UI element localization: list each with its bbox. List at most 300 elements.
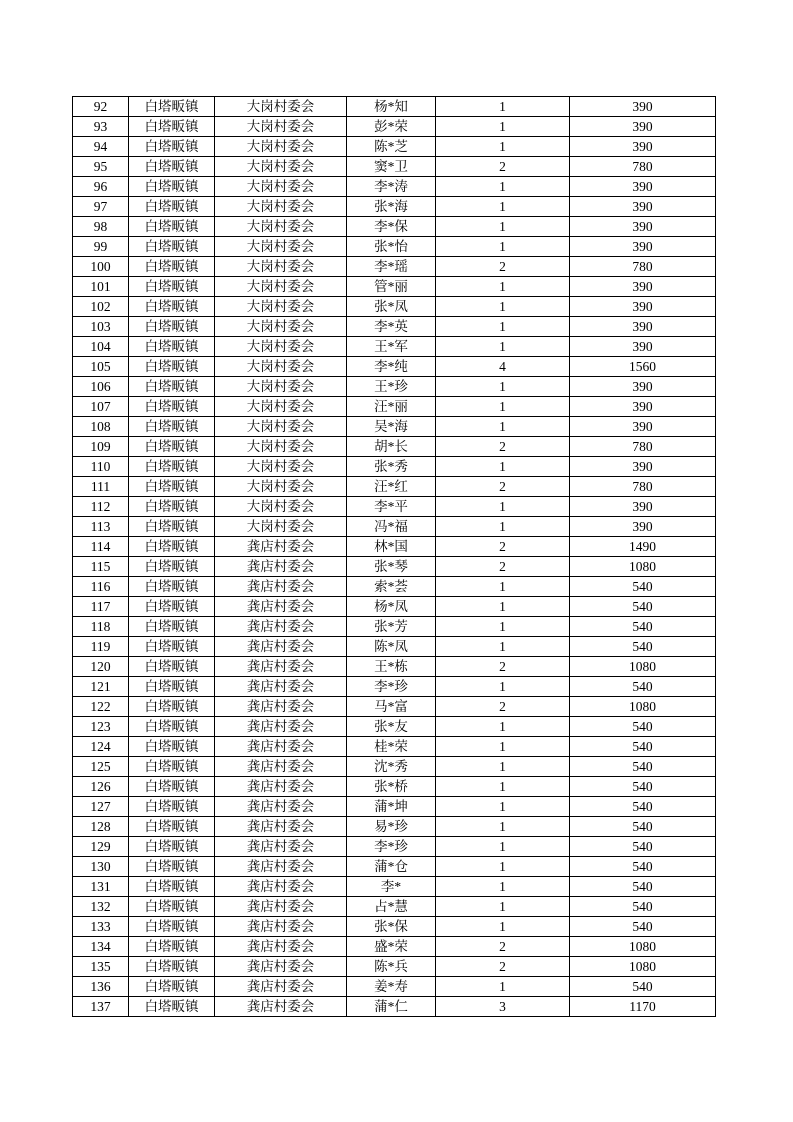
row-number-cell: 131 [73, 877, 129, 897]
town-cell: 白塔畈镇 [129, 657, 215, 677]
name-cell: 李*纯 [347, 357, 436, 377]
count-cell: 4 [436, 357, 570, 377]
count-cell: 1 [436, 637, 570, 657]
village-committee-cell: 龚店村委会 [215, 917, 347, 937]
village-committee-cell: 龚店村委会 [215, 957, 347, 977]
town-cell: 白塔畈镇 [129, 697, 215, 717]
row-number-cell: 128 [73, 817, 129, 837]
village-committee-cell: 龚店村委会 [215, 717, 347, 737]
name-cell: 蒲*仓 [347, 857, 436, 877]
count-cell: 1 [436, 577, 570, 597]
village-committee-cell: 龚店村委会 [215, 897, 347, 917]
town-cell: 白塔畈镇 [129, 617, 215, 637]
village-committee-cell: 大岗村委会 [215, 517, 347, 537]
count-cell: 2 [436, 257, 570, 277]
town-cell: 白塔畈镇 [129, 717, 215, 737]
count-cell: 1 [436, 197, 570, 217]
table-row [73, 857, 716, 877]
town-cell: 白塔畈镇 [129, 597, 215, 617]
town-cell: 白塔畈镇 [129, 757, 215, 777]
row-number-cell: 98 [73, 217, 129, 237]
table-row [73, 917, 716, 937]
town-cell: 白塔畈镇 [129, 317, 215, 337]
row-number-cell: 99 [73, 237, 129, 257]
amount-cell: 390 [570, 197, 716, 217]
row-number-cell: 137 [73, 997, 129, 1017]
town-cell: 白塔畈镇 [129, 97, 215, 117]
table-row [73, 317, 716, 337]
town-cell: 白塔畈镇 [129, 737, 215, 757]
village-committee-cell: 大岗村委会 [215, 237, 347, 257]
amount-cell: 540 [570, 877, 716, 897]
table-row [73, 757, 716, 777]
table-row [73, 817, 716, 837]
table-row [73, 957, 716, 977]
amount-cell: 540 [570, 577, 716, 597]
amount-cell: 1080 [570, 697, 716, 717]
town-cell: 白塔畈镇 [129, 557, 215, 577]
row-number-cell: 97 [73, 197, 129, 217]
table-row [73, 557, 716, 577]
village-committee-cell: 大岗村委会 [215, 497, 347, 517]
name-cell: 汪*丽 [347, 397, 436, 417]
amount-cell: 390 [570, 217, 716, 237]
town-cell: 白塔畈镇 [129, 397, 215, 417]
amount-cell: 1080 [570, 937, 716, 957]
count-cell: 1 [436, 177, 570, 197]
row-number-cell: 130 [73, 857, 129, 877]
name-cell: 陈*兵 [347, 957, 436, 977]
row-number-cell: 95 [73, 157, 129, 177]
amount-cell: 540 [570, 637, 716, 657]
table-row [73, 657, 716, 677]
amount-cell: 540 [570, 817, 716, 837]
table-row [73, 97, 716, 117]
count-cell: 1 [436, 277, 570, 297]
row-number-cell: 102 [73, 297, 129, 317]
village-committee-cell: 大岗村委会 [215, 257, 347, 277]
table-row [73, 537, 716, 557]
amount-cell: 390 [570, 517, 716, 537]
table-row [73, 597, 716, 617]
village-committee-cell: 大岗村委会 [215, 397, 347, 417]
name-cell: 王*珍 [347, 377, 436, 397]
count-cell: 1 [436, 897, 570, 917]
town-cell: 白塔畈镇 [129, 517, 215, 537]
table-body [73, 97, 716, 1017]
row-number-cell: 105 [73, 357, 129, 377]
table-row [73, 617, 716, 637]
amount-cell: 390 [570, 237, 716, 257]
name-cell: 窦*卫 [347, 157, 436, 177]
count-cell: 2 [436, 157, 570, 177]
town-cell: 白塔畈镇 [129, 197, 215, 217]
table-row [73, 937, 716, 957]
count-cell: 1 [436, 97, 570, 117]
village-committee-cell: 大岗村委会 [215, 197, 347, 217]
town-cell: 白塔畈镇 [129, 437, 215, 457]
name-cell: 王*栋 [347, 657, 436, 677]
row-number-cell: 93 [73, 117, 129, 137]
table-row [73, 137, 716, 157]
table-row [73, 417, 716, 437]
name-cell: 蒲*坤 [347, 797, 436, 817]
town-cell: 白塔畈镇 [129, 917, 215, 937]
village-committee-cell: 大岗村委会 [215, 437, 347, 457]
table-row [73, 997, 716, 1017]
row-number-cell: 92 [73, 97, 129, 117]
row-number-cell: 116 [73, 577, 129, 597]
count-cell: 1 [436, 817, 570, 837]
village-committee-cell: 龚店村委会 [215, 937, 347, 957]
village-committee-cell: 大岗村委会 [215, 157, 347, 177]
town-cell: 白塔畈镇 [129, 257, 215, 277]
table-row [73, 977, 716, 997]
amount-cell: 390 [570, 97, 716, 117]
row-number-cell: 113 [73, 517, 129, 537]
name-cell: 李*珍 [347, 837, 436, 857]
table-row [73, 177, 716, 197]
count-cell: 1 [436, 117, 570, 137]
count-cell: 2 [436, 557, 570, 577]
table-row [73, 637, 716, 657]
town-cell: 白塔畈镇 [129, 277, 215, 297]
count-cell: 2 [436, 937, 570, 957]
count-cell: 1 [436, 877, 570, 897]
name-cell: 管*丽 [347, 277, 436, 297]
name-cell: 李*平 [347, 497, 436, 517]
table-row [73, 437, 716, 457]
row-number-cell: 112 [73, 497, 129, 517]
count-cell: 2 [436, 697, 570, 717]
village-committee-cell: 龚店村委会 [215, 737, 347, 757]
amount-cell: 540 [570, 837, 716, 857]
row-number-cell: 118 [73, 617, 129, 637]
village-committee-cell: 龚店村委会 [215, 877, 347, 897]
village-committee-cell: 龚店村委会 [215, 557, 347, 577]
count-cell: 1 [436, 137, 570, 157]
row-number-cell: 106 [73, 377, 129, 397]
town-cell: 白塔畈镇 [129, 237, 215, 257]
town-cell: 白塔畈镇 [129, 777, 215, 797]
name-cell: 张*友 [347, 717, 436, 737]
village-committee-cell: 龚店村委会 [215, 697, 347, 717]
village-committee-cell: 龚店村委会 [215, 997, 347, 1017]
village-committee-cell: 大岗村委会 [215, 457, 347, 477]
amount-cell: 1080 [570, 557, 716, 577]
table-row [73, 237, 716, 257]
count-cell: 1 [436, 777, 570, 797]
amount-cell: 540 [570, 977, 716, 997]
village-committee-cell: 龚店村委会 [215, 537, 347, 557]
count-cell: 1 [436, 737, 570, 757]
town-cell: 白塔畈镇 [129, 977, 215, 997]
row-number-cell: 135 [73, 957, 129, 977]
count-cell: 1 [436, 397, 570, 417]
town-cell: 白塔畈镇 [129, 997, 215, 1017]
amount-cell: 540 [570, 617, 716, 637]
village-committee-cell: 大岗村委会 [215, 217, 347, 237]
village-committee-cell: 大岗村委会 [215, 477, 347, 497]
count-cell: 1 [436, 377, 570, 397]
count-cell: 1 [436, 217, 570, 237]
name-cell: 李*保 [347, 217, 436, 237]
town-cell: 白塔畈镇 [129, 537, 215, 557]
name-cell: 李*瑶 [347, 257, 436, 277]
table-row [73, 777, 716, 797]
amount-cell: 390 [570, 277, 716, 297]
name-cell: 蒲*仁 [347, 997, 436, 1017]
name-cell: 冯*福 [347, 517, 436, 537]
amount-cell: 390 [570, 137, 716, 157]
name-cell: 张*秀 [347, 457, 436, 477]
amount-cell: 540 [570, 677, 716, 697]
row-number-cell: 136 [73, 977, 129, 997]
name-cell: 张*琴 [347, 557, 436, 577]
amount-cell: 390 [570, 417, 716, 437]
count-cell: 1 [436, 597, 570, 617]
row-number-cell: 107 [73, 397, 129, 417]
name-cell: 占*慧 [347, 897, 436, 917]
row-number-cell: 94 [73, 137, 129, 157]
village-committee-cell: 大岗村委会 [215, 137, 347, 157]
table-row [73, 837, 716, 857]
row-number-cell: 122 [73, 697, 129, 717]
town-cell: 白塔畈镇 [129, 877, 215, 897]
town-cell: 白塔畈镇 [129, 117, 215, 137]
table-row [73, 257, 716, 277]
count-cell: 1 [436, 797, 570, 817]
amount-cell: 1560 [570, 357, 716, 377]
count-cell: 1 [436, 417, 570, 437]
table-row [73, 337, 716, 357]
name-cell: 李* [347, 877, 436, 897]
table-row [73, 217, 716, 237]
village-committee-cell: 大岗村委会 [215, 177, 347, 197]
table-row [73, 797, 716, 817]
data-table [72, 96, 716, 1017]
name-cell: 马*富 [347, 697, 436, 717]
count-cell: 1 [436, 337, 570, 357]
row-number-cell: 114 [73, 537, 129, 557]
table-row [73, 677, 716, 697]
town-cell: 白塔畈镇 [129, 497, 215, 517]
row-number-cell: 96 [73, 177, 129, 197]
town-cell: 白塔畈镇 [129, 477, 215, 497]
village-committee-cell: 龚店村委会 [215, 637, 347, 657]
name-cell: 张*海 [347, 197, 436, 217]
name-cell: 汪*红 [347, 477, 436, 497]
row-number-cell: 120 [73, 657, 129, 677]
town-cell: 白塔畈镇 [129, 897, 215, 917]
count-cell: 3 [436, 997, 570, 1017]
amount-cell: 540 [570, 857, 716, 877]
table-row [73, 697, 716, 717]
row-number-cell: 124 [73, 737, 129, 757]
amount-cell: 540 [570, 597, 716, 617]
village-committee-cell: 龚店村委会 [215, 657, 347, 677]
amount-cell: 390 [570, 397, 716, 417]
row-number-cell: 110 [73, 457, 129, 477]
table-row [73, 197, 716, 217]
table-row [73, 117, 716, 137]
table-row [73, 157, 716, 177]
count-cell: 1 [436, 677, 570, 697]
town-cell: 白塔畈镇 [129, 677, 215, 697]
table-row [73, 517, 716, 537]
amount-cell: 390 [570, 297, 716, 317]
amount-cell: 780 [570, 477, 716, 497]
row-number-cell: 126 [73, 777, 129, 797]
count-cell: 1 [436, 857, 570, 877]
row-number-cell: 103 [73, 317, 129, 337]
amount-cell: 390 [570, 337, 716, 357]
amount-cell: 780 [570, 257, 716, 277]
row-number-cell: 111 [73, 477, 129, 497]
amount-cell: 540 [570, 917, 716, 937]
row-number-cell: 117 [73, 597, 129, 617]
name-cell: 沈*秀 [347, 757, 436, 777]
row-number-cell: 115 [73, 557, 129, 577]
amount-cell: 1490 [570, 537, 716, 557]
row-number-cell: 109 [73, 437, 129, 457]
name-cell: 张*芳 [347, 617, 436, 637]
row-number-cell: 132 [73, 897, 129, 917]
table-row [73, 357, 716, 377]
table-row [73, 397, 716, 417]
town-cell: 白塔畈镇 [129, 337, 215, 357]
village-committee-cell: 龚店村委会 [215, 817, 347, 837]
name-cell: 林*国 [347, 537, 436, 557]
row-number-cell: 104 [73, 337, 129, 357]
town-cell: 白塔畈镇 [129, 417, 215, 437]
town-cell: 白塔畈镇 [129, 637, 215, 657]
name-cell: 盛*荣 [347, 937, 436, 957]
row-number-cell: 133 [73, 917, 129, 937]
name-cell: 李*涛 [347, 177, 436, 197]
table-row [73, 297, 716, 317]
village-committee-cell: 大岗村委会 [215, 117, 347, 137]
count-cell: 1 [436, 717, 570, 737]
count-cell: 2 [436, 437, 570, 457]
village-committee-cell: 龚店村委会 [215, 597, 347, 617]
count-cell: 1 [436, 237, 570, 257]
village-committee-cell: 龚店村委会 [215, 757, 347, 777]
count-cell: 1 [436, 497, 570, 517]
town-cell: 白塔畈镇 [129, 837, 215, 857]
row-number-cell: 129 [73, 837, 129, 857]
amount-cell: 540 [570, 797, 716, 817]
count-cell: 1 [436, 617, 570, 637]
count-cell: 1 [436, 297, 570, 317]
town-cell: 白塔畈镇 [129, 377, 215, 397]
table-row [73, 277, 716, 297]
town-cell: 白塔畈镇 [129, 357, 215, 377]
name-cell: 张*怡 [347, 237, 436, 257]
name-cell: 王*军 [347, 337, 436, 357]
name-cell: 杨*知 [347, 97, 436, 117]
village-committee-cell: 大岗村委会 [215, 417, 347, 437]
name-cell: 李*珍 [347, 677, 436, 697]
town-cell: 白塔畈镇 [129, 577, 215, 597]
name-cell: 胡*长 [347, 437, 436, 457]
row-number-cell: 127 [73, 797, 129, 817]
amount-cell: 540 [570, 777, 716, 797]
amount-cell: 390 [570, 177, 716, 197]
table-row [73, 737, 716, 757]
row-number-cell: 134 [73, 937, 129, 957]
village-committee-cell: 龚店村委会 [215, 857, 347, 877]
amount-cell: 540 [570, 737, 716, 757]
count-cell: 1 [436, 757, 570, 777]
village-committee-cell: 龚店村委会 [215, 777, 347, 797]
town-cell: 白塔畈镇 [129, 817, 215, 837]
count-cell: 1 [436, 457, 570, 477]
row-number-cell: 123 [73, 717, 129, 737]
count-cell: 2 [436, 657, 570, 677]
row-number-cell: 100 [73, 257, 129, 277]
count-cell: 1 [436, 837, 570, 857]
amount-cell: 540 [570, 757, 716, 777]
amount-cell: 780 [570, 437, 716, 457]
row-number-cell: 108 [73, 417, 129, 437]
count-cell: 1 [436, 917, 570, 937]
amount-cell: 390 [570, 377, 716, 397]
count-cell: 1 [436, 317, 570, 337]
village-committee-cell: 龚店村委会 [215, 797, 347, 817]
town-cell: 白塔畈镇 [129, 957, 215, 977]
amount-cell: 390 [570, 457, 716, 477]
town-cell: 白塔畈镇 [129, 937, 215, 957]
count-cell: 2 [436, 537, 570, 557]
town-cell: 白塔畈镇 [129, 137, 215, 157]
amount-cell: 540 [570, 717, 716, 737]
amount-cell: 390 [570, 317, 716, 337]
amount-cell: 1170 [570, 997, 716, 1017]
village-committee-cell: 龚店村委会 [215, 977, 347, 997]
table-row [73, 897, 716, 917]
name-cell: 彭*荣 [347, 117, 436, 137]
village-committee-cell: 龚店村委会 [215, 577, 347, 597]
table-row [73, 457, 716, 477]
name-cell: 张*凤 [347, 297, 436, 317]
name-cell: 张*保 [347, 917, 436, 937]
village-committee-cell: 大岗村委会 [215, 97, 347, 117]
town-cell: 白塔畈镇 [129, 157, 215, 177]
row-number-cell: 121 [73, 677, 129, 697]
count-cell: 2 [436, 957, 570, 977]
name-cell: 陈*凤 [347, 637, 436, 657]
village-committee-cell: 龚店村委会 [215, 677, 347, 697]
table-row [73, 877, 716, 897]
count-cell: 2 [436, 477, 570, 497]
table-row [73, 577, 716, 597]
town-cell: 白塔畈镇 [129, 857, 215, 877]
village-committee-cell: 大岗村委会 [215, 357, 347, 377]
name-cell: 李*英 [347, 317, 436, 337]
village-committee-cell: 大岗村委会 [215, 297, 347, 317]
amount-cell: 780 [570, 157, 716, 177]
town-cell: 白塔畈镇 [129, 297, 215, 317]
town-cell: 白塔畈镇 [129, 217, 215, 237]
amount-cell: 390 [570, 117, 716, 137]
name-cell: 易*珍 [347, 817, 436, 837]
row-number-cell: 119 [73, 637, 129, 657]
name-cell: 姜*寿 [347, 977, 436, 997]
name-cell: 桂*荣 [347, 737, 436, 757]
name-cell: 张*桥 [347, 777, 436, 797]
village-committee-cell: 大岗村委会 [215, 317, 347, 337]
